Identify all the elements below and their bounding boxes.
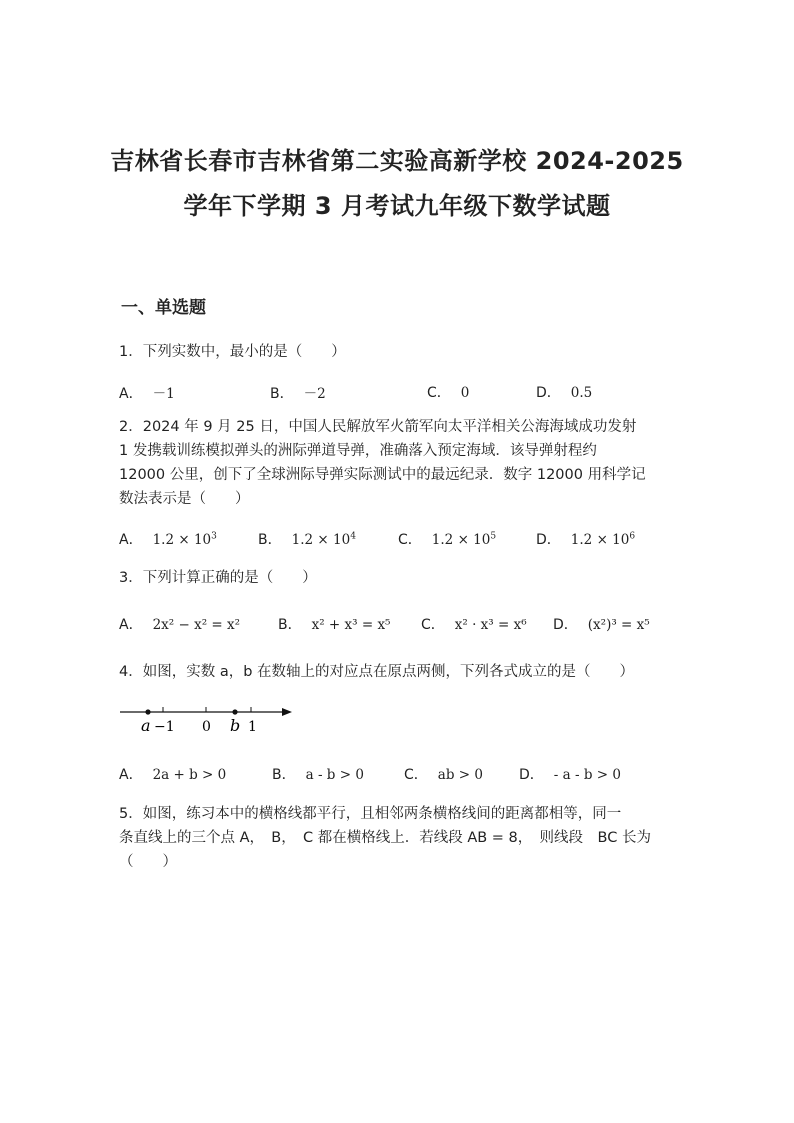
option-label: A． bbox=[119, 532, 143, 548]
exponent: 4 bbox=[350, 531, 356, 542]
label-b: b bbox=[230, 716, 241, 735]
number-line-figure bbox=[118, 700, 298, 740]
times-sign: × bbox=[317, 532, 329, 548]
q1-option-b bbox=[270, 382, 326, 403]
option-value: 2a + b > 0 bbox=[152, 767, 227, 783]
option-label: C． bbox=[404, 767, 428, 783]
option-value: a - b > 0 bbox=[305, 767, 364, 783]
q4-option-a bbox=[119, 764, 226, 784]
times-sign: × bbox=[596, 532, 608, 548]
q4-option-c bbox=[404, 764, 483, 784]
question-2-line-2: 1 发携载训练模拟弹头的洲际弹道导弹，准确落入预定海域．该导弹射程约 bbox=[119, 443, 597, 459]
base: 10 bbox=[193, 532, 212, 548]
mantissa: 1.2 bbox=[152, 532, 175, 548]
option-value: x² + x³ = x⁵ bbox=[311, 617, 391, 633]
option-label: B． bbox=[272, 767, 296, 783]
option-value: ab > 0 bbox=[437, 767, 483, 783]
times-sign: × bbox=[178, 532, 190, 548]
question-2-stem bbox=[119, 415, 679, 511]
base: 10 bbox=[612, 532, 630, 548]
option-value: 2x² − x² = x² bbox=[152, 617, 241, 633]
q3-option-c bbox=[421, 614, 527, 634]
question-5-line-2: 条直线上的三个点 A， B， C 都在横格线上．若线段 AB = 8， 则线段 BC 长为 bbox=[119, 830, 651, 846]
q3-option-d bbox=[553, 614, 650, 634]
question-3-stem: 3．下列计算正确的是（ ） bbox=[119, 570, 317, 586]
question-2-line-1: 2．2024 年 9 月 25 日，中国人民解放军火箭军向太平洋相关公海海域成功发射 bbox=[119, 419, 637, 435]
point-a bbox=[145, 709, 150, 714]
mantissa: 1.2 bbox=[431, 532, 454, 548]
option-label: B． bbox=[270, 386, 294, 402]
question-4-stem: 4．如图，实数 a，b 在数轴上的对应点在原点两侧，下列各式成立的是（ ） bbox=[119, 664, 635, 680]
q3-option-a bbox=[119, 614, 240, 634]
option-label: D． bbox=[519, 767, 544, 783]
mantissa: 1.2 bbox=[570, 532, 593, 548]
option-label: C． bbox=[398, 532, 422, 548]
document-title-line-1: 吉林省长春市吉林省第二实验高新学校 2024-2025 bbox=[110, 147, 684, 175]
label-minus-one: −1 bbox=[154, 719, 175, 735]
option-label: D． bbox=[553, 617, 578, 633]
arrow-head bbox=[282, 708, 292, 716]
exponent: 5 bbox=[490, 531, 497, 542]
q1-option-a bbox=[119, 382, 175, 403]
option-label: A． bbox=[119, 617, 143, 633]
option-value: x² · x³ = x⁶ bbox=[454, 617, 527, 633]
option-value: (x²)³ = x⁵ bbox=[587, 617, 650, 633]
q2-option-c bbox=[398, 529, 496, 549]
q4-option-d bbox=[519, 764, 621, 784]
document-title-line-2: 学年下学期 3 月考试九年级下数学试题 bbox=[183, 192, 611, 220]
q2-option-a bbox=[119, 529, 217, 549]
option-label: B． bbox=[258, 532, 282, 548]
option-label: A． bbox=[119, 767, 143, 783]
q4-option-b bbox=[272, 764, 364, 784]
label-a: a bbox=[141, 716, 151, 735]
question-5-stem bbox=[119, 802, 679, 874]
option-value: －1 bbox=[152, 386, 175, 402]
q3-option-b bbox=[278, 614, 390, 634]
times-sign: × bbox=[457, 532, 469, 548]
option-value: - a - b > 0 bbox=[553, 767, 621, 783]
option-value: 0 bbox=[460, 385, 470, 401]
option-label: C． bbox=[427, 385, 451, 401]
option-label: D． bbox=[536, 385, 561, 401]
option-label: C． bbox=[421, 617, 445, 633]
option-label: D． bbox=[536, 532, 561, 548]
q2-option-d bbox=[536, 529, 635, 549]
base: 10 bbox=[333, 532, 351, 548]
question-5-line-3: （ ） bbox=[119, 854, 177, 870]
label-zero: 0 bbox=[202, 719, 211, 735]
option-label: A． bbox=[119, 386, 143, 402]
exponent: 3 bbox=[211, 531, 217, 542]
option-value: 0.5 bbox=[570, 385, 593, 401]
label-one: 1 bbox=[248, 719, 257, 735]
question-1-stem: 1．下列实数中，最小的是（ ） bbox=[119, 344, 346, 360]
q2-option-b bbox=[258, 529, 356, 549]
question-2-line-3: 12000 公里，创下了全球洲际导弹实际测试中的最远纪录．数字 12000 用科学记 bbox=[119, 467, 646, 483]
option-value: －2 bbox=[303, 386, 326, 402]
option-label: B． bbox=[278, 617, 302, 633]
q1-option-d bbox=[536, 382, 592, 402]
question-5-line-1: 5．如图，练习本中的横格线都平行，且相邻两条横格线间的距离都相等，同一 bbox=[119, 806, 622, 822]
mantissa: 1.2 bbox=[291, 532, 314, 548]
q1-option-c bbox=[427, 382, 469, 402]
base: 10 bbox=[473, 532, 491, 548]
exponent: 6 bbox=[629, 531, 636, 542]
point-b bbox=[232, 709, 237, 714]
section-heading: 一、单选题 bbox=[121, 298, 206, 318]
question-2-line-4: 数法表示是（ ） bbox=[119, 491, 250, 507]
